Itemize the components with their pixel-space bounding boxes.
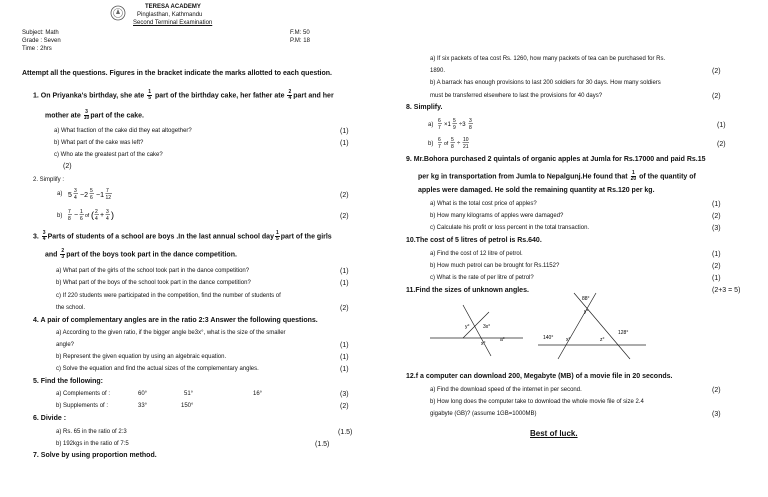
q3-a: a) What part of the girls of the school took part in the dance competition? <box>56 268 250 274</box>
q12-b-cont: gigabyte (GB)? (assume 1GB=1000MB) <box>430 411 537 417</box>
q2-a-mark: (2) <box>340 192 349 199</box>
svg-text:7: 7 <box>438 125 441 131</box>
q3-c-mark: (2) <box>340 305 349 312</box>
q5-a-mark: (3) <box>340 391 349 398</box>
q12-b: b) How long does the computer take to download the whole movie file of size 2.4 <box>430 399 644 405</box>
closing-note: Best of luck. <box>530 429 578 438</box>
svg-text:5: 5 <box>90 188 93 194</box>
q8-b-mark: (2) <box>717 141 726 148</box>
q4-c: c) Solve the equation and find the actual sizes of the complementary angles. <box>56 366 259 372</box>
q4-c-mark: (1) <box>340 366 349 373</box>
q1-line1: 1. On Priyanka's birthday, she ate $\frac{1}{5}$ part of the birthday cake, her father ate $\frac{2}{4}$ part and her <box>33 89 334 101</box>
q5-b-label: b) Supplements of : <box>56 403 109 409</box>
angle-figure-2 <box>538 291 648 361</box>
svg-text:8: 8 <box>469 125 472 131</box>
q5-b-v2: 150° <box>181 403 194 409</box>
q2-b-label: b) <box>57 213 63 219</box>
school-address: Pinglasthan, Kathmandu <box>137 12 203 18</box>
svg-text:7: 7 <box>68 209 71 215</box>
svg-text:−1: −1 <box>96 192 104 199</box>
svg-text:6: 6 <box>90 195 93 201</box>
school-name: TERESA ACADEMY <box>145 4 201 10</box>
svg-text:1: 1 <box>80 209 83 215</box>
q2-head: 2. Simplify : <box>33 177 65 183</box>
q3-c: c) If 220 students were participated in the competition, find the number of students of <box>56 293 281 299</box>
q8-b-label: b) <box>428 141 434 147</box>
q3-c-cont: the school. <box>56 305 86 311</box>
q10-b: b) How much petrol can be brought for Rs.1152? <box>430 263 560 269</box>
q2-b-mark: (2) <box>340 213 349 220</box>
q9-line3: apples were damaged. He sold the remaining quantity at Rs.120 per kg. <box>418 187 655 194</box>
q7-b-mark: (2) <box>712 93 721 100</box>
angle-figure-1 <box>425 300 525 360</box>
fig1-label-a: a° <box>500 337 505 343</box>
q4-a: a) According to the given ratio, if the bigger angle be3x°, what is the size of the smaller <box>56 330 286 336</box>
svg-text:10: 10 <box>463 137 469 143</box>
q3-line2: and $\frac{2}{3}$ part of the boys took part in the dance competition. <box>45 248 237 260</box>
q1-a: a) What fraction of the cake did they eat altogether? <box>54 128 192 134</box>
q7-head: 7. Solve by using proportion method. <box>33 452 157 459</box>
q11-mark: (2+3 = 5) <box>712 287 741 294</box>
subject: Subject: Math <box>22 30 59 36</box>
fig2-label-x: x° <box>566 337 571 343</box>
fig2-label-z: z° <box>600 337 605 343</box>
svg-text:3: 3 <box>74 188 77 194</box>
svg-text:6: 6 <box>80 216 83 222</box>
q6-a: a) Rs. 65 in the ratio of 2:3 <box>56 429 127 435</box>
fig2-label-140: 140° <box>543 335 554 341</box>
svg-text:2: 2 <box>95 209 98 215</box>
q7-a: a) If six packets of tea cost Rs. 1260, how many packets of tea can be purchased for Rs. <box>430 56 666 62</box>
q4-a-cont: angle? <box>56 342 75 348</box>
q8-a-mark: (1) <box>717 122 726 129</box>
q6-a-mark: (1.5) <box>338 429 353 436</box>
q5-b-mark: (2) <box>340 403 349 410</box>
svg-text:4: 4 <box>106 216 109 222</box>
svg-text:5: 5 <box>451 137 454 143</box>
svg-text:×1: ×1 <box>444 122 451 128</box>
q8-head: 8. Simplify. <box>406 104 443 111</box>
svg-text:of: of <box>85 213 90 219</box>
q7-a-cont: 1890. <box>430 68 446 74</box>
q4-b: b) Represent the given equation by using an algebraic equation. <box>56 354 227 360</box>
q3-b-mark: (1) <box>340 280 349 287</box>
q8-a-expr <box>438 116 488 137</box>
fig2-label-128: 128° <box>618 330 629 336</box>
fig1-label-x: x° <box>481 341 486 347</box>
school-logo <box>110 5 126 21</box>
svg-text:9: 9 <box>453 125 456 131</box>
q12-a-mark: (2) <box>712 387 721 394</box>
svg-text:of: of <box>444 141 449 147</box>
q3-a-mark: (1) <box>340 268 349 275</box>
svg-text:12: 12 <box>105 195 112 201</box>
q3-line1: 3. $\frac{3}{4}$ Parts of students of a school are boys .In the last annual school day $\frac{1}{5}$ part of the girls <box>33 230 332 242</box>
q7-b-cont: must be transferred elsewhere to last the provisions for 40 days? <box>430 93 603 99</box>
q9-a-mark: (1) <box>712 201 721 208</box>
q8-a-label: a) <box>428 122 434 128</box>
q6-head: 6. Divide : <box>33 415 67 422</box>
q1-c-mark: (2) <box>63 163 72 170</box>
q4-b-mark: (1) <box>340 354 349 361</box>
q12-head: 12.f a computer can download 200, Megabyte (MB) of a movie file in 20 seconds. <box>406 373 673 380</box>
grade: Grade : Seven <box>22 38 61 44</box>
q10-a-mark: (1) <box>712 251 721 258</box>
svg-text:8: 8 <box>451 144 454 150</box>
q5-head: 5. Find the following: <box>33 378 103 385</box>
svg-text:−2: −2 <box>80 192 88 199</box>
q2-a-label: a) <box>57 191 63 197</box>
instructions: Attempt all the questions. Figures in the bracket indicate the marks allotted to each question. <box>22 70 333 77</box>
q7-a-mark: (2) <box>712 68 721 75</box>
q4-a-mark: (1) <box>340 342 349 349</box>
q10-c: c) What is the rate of per litre of petrol? <box>430 275 534 281</box>
svg-text:7: 7 <box>106 188 109 194</box>
q10-c-mark: (1) <box>712 275 721 282</box>
svg-text:21: 21 <box>463 144 469 150</box>
svg-text:÷: ÷ <box>457 141 461 147</box>
q10-a: a) Find the cost of 12 litre of petrol. <box>430 251 523 257</box>
q4-head: 4. A pair of complementary angles are in the ratio 2:3 Answer the following questions. <box>33 317 318 324</box>
svg-text:−: − <box>74 212 79 219</box>
q2-a-expr <box>68 187 128 206</box>
q6-b-mark: (1.5) <box>315 441 330 448</box>
exam-title: Second Terminal Examination <box>133 20 213 26</box>
q9-a: a) What is the total cost price of apples? <box>430 201 537 207</box>
q3-b: b) What part of the boys of the school took part in the dance competition? <box>56 280 251 286</box>
q9-b: b) How many kilograms of apples were damaged? <box>430 213 564 219</box>
svg-text:5: 5 <box>68 192 72 199</box>
q5-b-v1: 33° <box>138 403 148 409</box>
q1-b-mark: (1) <box>340 140 349 147</box>
time: Time : 2hrs <box>22 46 52 52</box>
q5-a-v3: 16° <box>253 391 263 397</box>
q7-b: b) A barrack has enough provisions to last 200 soldiers for 30 days. How many soldiers <box>430 80 661 86</box>
svg-text:3: 3 <box>469 118 472 124</box>
svg-text:(: ( <box>91 210 94 220</box>
svg-text:): ) <box>111 210 114 220</box>
full-marks: F.M: 50 <box>290 30 310 36</box>
q6-b: b) 192kgs in the ratio of 7:5 <box>56 441 129 447</box>
svg-text:3: 3 <box>106 209 109 215</box>
q5-a-label: a) Complements of : <box>56 391 111 397</box>
q9-c-mark: (3) <box>712 225 721 232</box>
q12-b-mark: (3) <box>712 411 721 418</box>
q1-line2: mother ate $\frac{3}{10}$ part of the cake. <box>45 109 144 121</box>
svg-text:8: 8 <box>68 216 71 222</box>
svg-text:6: 6 <box>438 118 441 124</box>
q5-a-v1: 60° <box>138 391 148 397</box>
q9-line1: 9. Mr.Bohora purchased 2 quintals of organic apples at Jumla for Rs.17000 and paid Rs.15 <box>406 156 706 163</box>
pass-marks: P.M: 18 <box>290 38 310 44</box>
q11-head: 11.Find the sizes of unknown angles. <box>406 287 529 294</box>
svg-text:4: 4 <box>95 216 98 222</box>
svg-text:÷3: ÷3 <box>459 122 466 128</box>
q1-a-mark: (1) <box>340 128 349 135</box>
q5-a-v2: 51° <box>184 391 194 397</box>
fig1-label-y: y° <box>465 324 470 330</box>
q10-head: 10.The cost of 5 litres of petrol is Rs.640. <box>406 237 542 244</box>
q12-a: a) Find the download speed of the internet in per second. <box>430 387 582 393</box>
q1-c: c) Who ate the greatest part of the cake? <box>54 152 163 158</box>
q2-b-expr <box>68 207 128 228</box>
svg-text:4: 4 <box>74 195 77 201</box>
svg-text:+: + <box>100 212 105 219</box>
svg-text:5: 5 <box>453 118 456 124</box>
q9-line2: per kg in transportation from Jumla to Nepalgunj.He found that $\frac{1}{20}$ of the quantity of <box>418 170 696 182</box>
fig2-label-88: 88° <box>582 296 590 302</box>
svg-text:7: 7 <box>438 144 441 150</box>
fig1-label-3x: 3x° <box>483 324 491 330</box>
q8-b-expr <box>438 135 488 156</box>
q9-c: c) Calculate his profit or loss percent in the total transaction. <box>430 225 590 231</box>
q1-b: b) What part of the cake was left? <box>54 140 144 146</box>
svg-text:6: 6 <box>438 137 441 143</box>
q10-b-mark: (2) <box>712 263 721 270</box>
fig2-label-y: y° <box>584 309 589 315</box>
q9-b-mark: (2) <box>712 213 721 220</box>
